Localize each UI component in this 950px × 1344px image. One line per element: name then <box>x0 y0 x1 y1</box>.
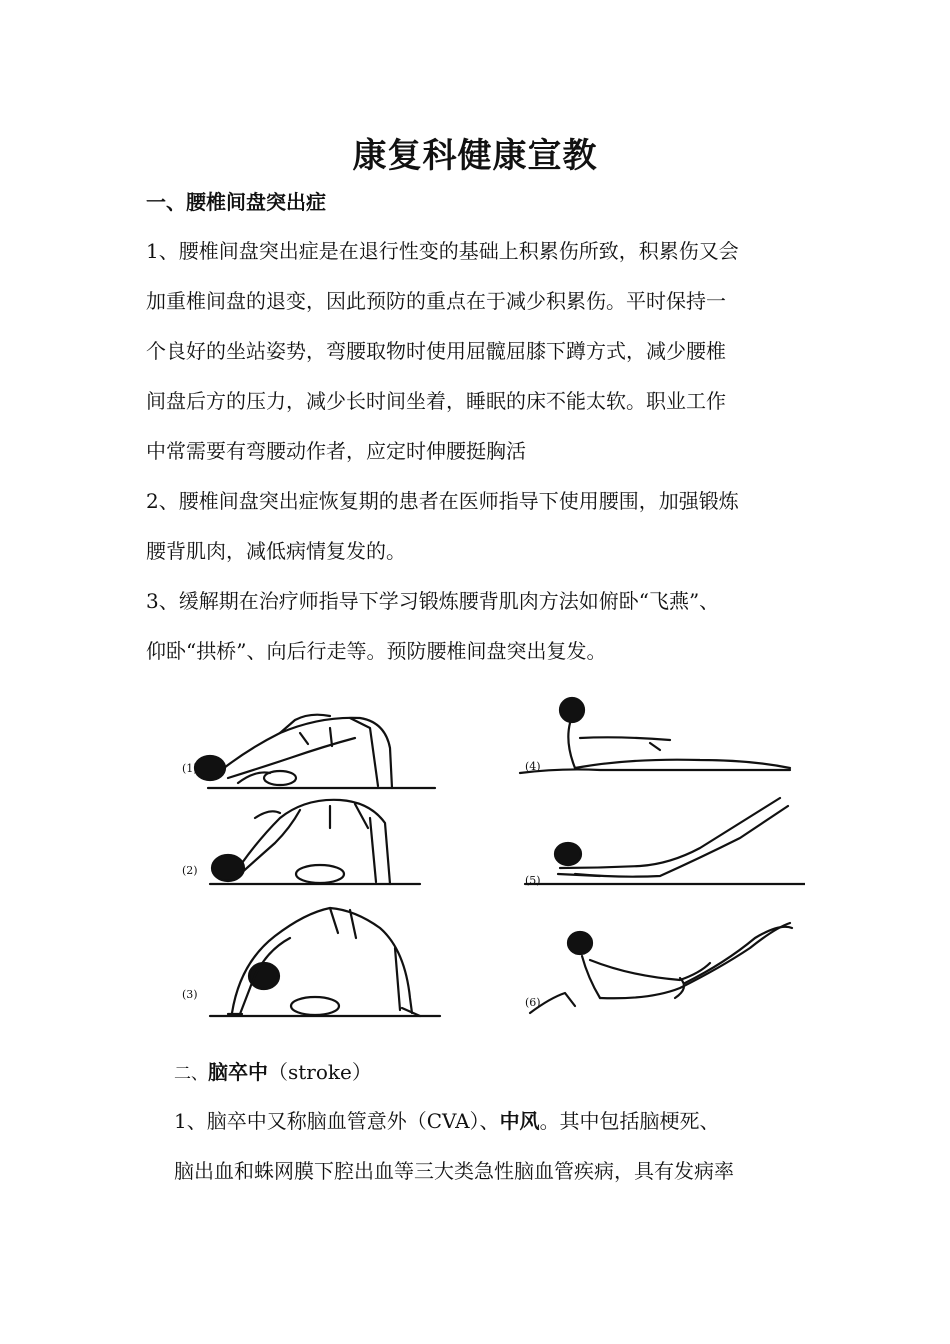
exercise-figure-5 <box>525 798 805 884</box>
paragraph-2 <box>146 476 814 576</box>
exercise-figure-3 <box>210 908 440 1016</box>
figure-label: (6) <box>525 996 541 1009</box>
paragraph-3 <box>146 576 814 676</box>
text-line: 仰卧“拱桥”、向后行走等。预防腰椎间盘突出复发。 <box>146 639 607 663</box>
paragraph-1 <box>146 226 814 476</box>
exercise-figure-4 <box>520 698 790 773</box>
text-line: 中常需要有弯腰动作者，应定时伸腰挺胸活 <box>146 439 526 463</box>
text-line: 个良好的坐站姿势，弯腰取物时使用屈髋屈膝下蹲方式，减少腰椎 <box>146 339 726 363</box>
exercise-illustration <box>180 688 805 1033</box>
text-run: 。其中包括脑梗死、 <box>539 1109 720 1133</box>
figure-label: (1) <box>182 762 198 775</box>
exercise-figure-6 <box>530 923 792 1013</box>
figure-label: (2) <box>182 864 198 877</box>
exercise-figure-2 <box>210 800 420 884</box>
text-line: 3、缓解期在治疗师指导下学习锻炼腰背肌肉方法如俯卧“飞燕”、 <box>146 589 720 613</box>
paragraph-stroke <box>174 1096 814 1196</box>
text-line: 1、腰椎间盘突出症是在退行性变的基础上积累伤所致，积累伤又会 <box>146 239 739 263</box>
text-line: 脑出血和蛛网膜下腔出血等三大类急性脑血管疾病，具有发病率 <box>174 1159 734 1183</box>
bold-term: 中风 <box>499 1109 540 1133</box>
page-title: 康复科健康宣教 <box>352 136 598 176</box>
text-line <box>174 1096 814 1146</box>
section-heading-stroke <box>174 1056 372 1085</box>
text-run: 1、脑卒中又称脑血管意外（CVA）、 <box>174 1109 500 1133</box>
text-line: 加重椎间盘的退变，因此预防的重点在于减少积累伤。平时保持一 <box>146 289 726 313</box>
figure-label: (3) <box>182 988 198 1001</box>
heading-rest-text: （stroke） <box>268 1060 372 1084</box>
text-line: 腰背肌肉，减低病情复发的。 <box>146 539 406 563</box>
text-line: 间盘后方的压力，减少长时间坐着，睡眠的床不能太软。职业工作 <box>146 389 726 413</box>
text-line: 2、腰椎间盘突出症恢复期的患者在医师指导下使用腰围，加强锻炼 <box>146 489 739 513</box>
heading-bold-text: 脑卒中 <box>208 1060 268 1084</box>
heading-number: 二、 <box>174 1064 208 1084</box>
figure-label: (5) <box>525 874 541 887</box>
section-heading-lumbar: 一、腰椎间盘突出症 <box>146 190 326 214</box>
exercise-figure-1 <box>195 715 435 788</box>
figure-label: (4) <box>525 760 541 773</box>
